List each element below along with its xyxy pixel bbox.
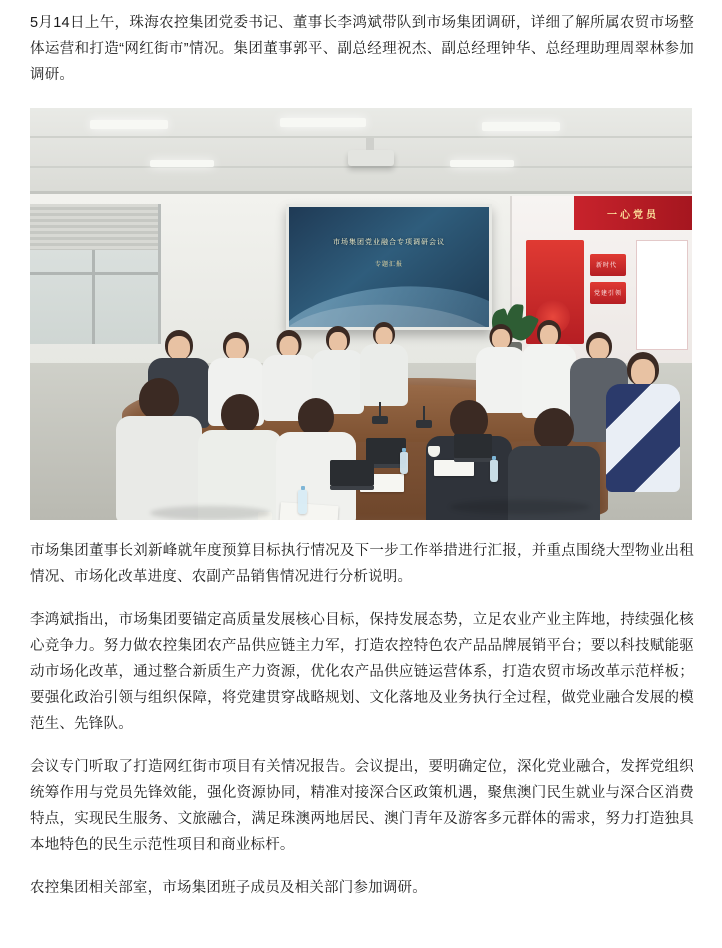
wall-info-card: [636, 240, 688, 350]
projection-screen: [286, 204, 492, 330]
attendee: [522, 320, 576, 416]
window-mullion: [30, 272, 158, 275]
shadow: [150, 506, 270, 520]
ceiling-light: [450, 160, 514, 167]
water-bottle: [298, 490, 307, 514]
article-figure: [30, 108, 694, 520]
ceiling-seam: [30, 166, 692, 168]
paragraph-intro: 5月14日上午，珠海农控集团党委书记、董事长李鸿斌带队到市场集团调研，详细了解所属农贸市场整体运营和打造“网红街市”情况。集团董事郭平、副总经理祝杰、副总经理钟华、总经理助理周翠林参加调研。: [30, 15, 694, 83]
attendee: [360, 322, 408, 404]
attendee: [606, 352, 680, 492]
document-paper: [279, 502, 338, 520]
wall-banner-text: 一心党员: [574, 196, 692, 230]
paragraph-project: 会议专门听取了打造网红街市项目有关情况报告。会议提出，要明确定位，深化党业融合，发挥党组织统筹作用与党员先锋效能，强化资源协同，精准对接深合区政策机遇，聚焦澳门民生就业与深合区消费特点，实现民生服务、文旅融合，满足珠澳两地居民、澳门青年及游客多元群体的需求，努力打造独具本地特色的民生示范性项目和商业标杆。: [30, 759, 694, 853]
ceiling-light: [280, 118, 366, 127]
attendee-foreground: [116, 378, 202, 520]
screen-subtitle-text: 专题汇报: [374, 262, 403, 268]
attendee: [476, 324, 526, 412]
laptop: [330, 460, 374, 486]
laptop: [454, 434, 492, 458]
ceiling-light: [150, 160, 214, 167]
microphone: [416, 420, 432, 428]
document-paper: [434, 460, 474, 476]
wall-label-2: 党建引领: [594, 291, 623, 297]
ceiling-seam: [30, 136, 692, 138]
attendee-foreground: [198, 394, 282, 520]
screen-title-text: 市场集团党业融合专项调研会议: [333, 239, 445, 246]
paragraph-participants: 农控集团相关部室，市场集团班子成员及相关部门参加调研。: [30, 880, 427, 896]
microphone: [372, 416, 388, 424]
water-bottle: [490, 460, 498, 482]
water-bottle: [400, 452, 408, 474]
paragraph-remarks: 李鸿斌指出，市场集团要锚定高质量发展核心目标，保持发展态势，立足农业产业主阵地，持续强化核心竞争力。努力做农控集团农产品供应链主力军，打造农控特色农产品品牌展销平台；要以科技赋能驱动市场化改革，通过整合新质生产力资源，优化农产品供应链运营体系，打造农贸市场改革示范样板；要强化政治引领与组织保障，将党建贯穿战略规划、文化落地及业务执行全过程，做党业融合发展的模范生、先锋队。: [30, 612, 694, 732]
ceiling-projector: [348, 150, 394, 166]
ceiling-light: [90, 120, 168, 129]
wall-label-1: 新时代: [596, 263, 618, 269]
shadow: [450, 500, 590, 514]
meeting-photo: [30, 108, 692, 520]
window-blinds: [30, 204, 158, 250]
ceiling-light: [482, 122, 560, 131]
paragraph-report: 市场集团董事长刘新峰就年度预算目标执行情况及下一步工作举措进行汇报，并重点围绕大型物业出租情况、市场化改革进度、农副产品销售情况进行分析说明。: [30, 543, 694, 585]
